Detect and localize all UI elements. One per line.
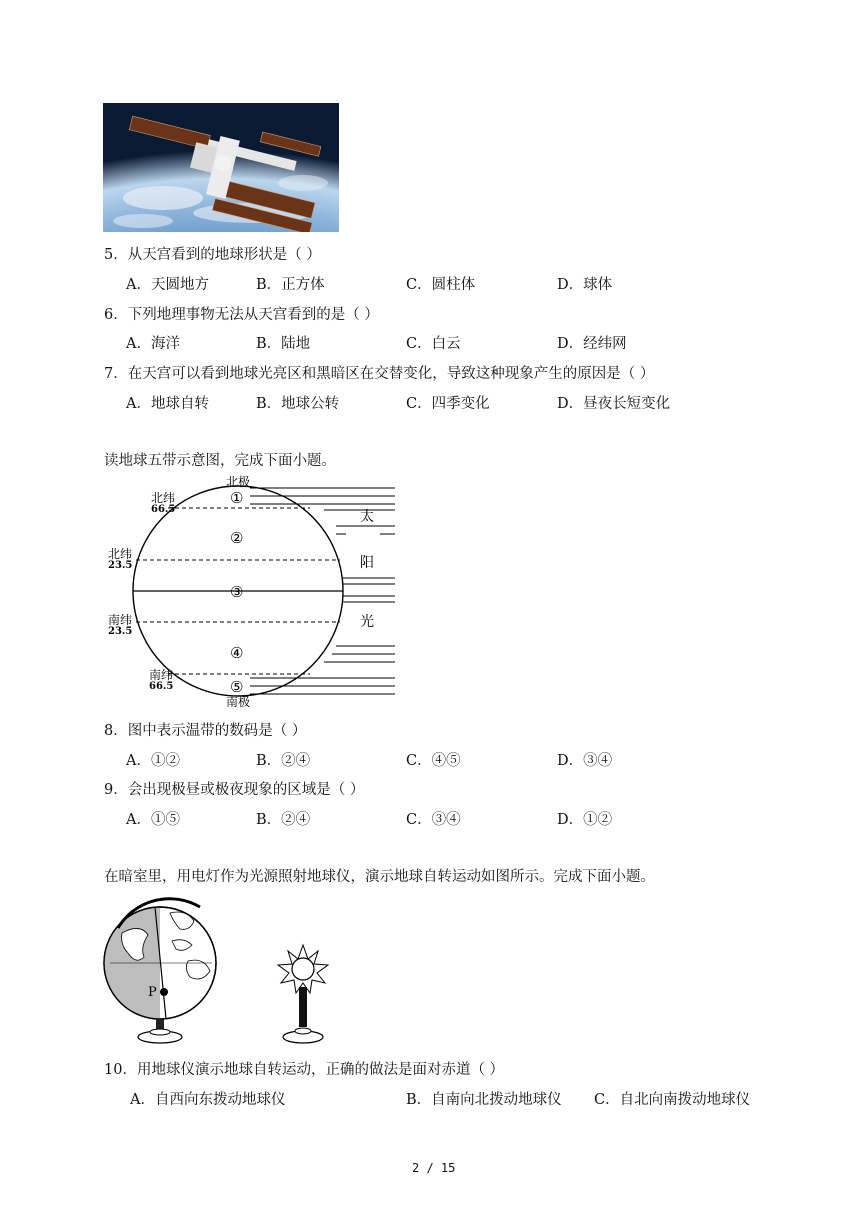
lat-label-n23-name: 北纬 — [108, 547, 133, 561]
question-9-option-c: C．③④ — [406, 812, 461, 828]
question-5-stem: 5．从天宫看到的地球形状是（ ） — [104, 247, 321, 263]
question-10-option-b: B．自南向北拨动地球仪 — [406, 1092, 562, 1108]
question-8-option-c: C．④⑤ — [406, 753, 461, 769]
zone-1-label: ① — [230, 489, 244, 507]
question-6-option-a: A．海洋 — [126, 336, 180, 352]
page-number: 2 / 15 — [412, 1161, 456, 1175]
sunlight-char-2: 阳 — [360, 555, 374, 571]
intro-five-zones: 读地球五带示意图，完成下面小题。 — [104, 453, 336, 469]
globe-lamp-figure — [100, 893, 340, 1048]
question-7-option-d: D．昼夜长短变化 — [557, 396, 671, 412]
lamp-sun-icon — [278, 945, 328, 993]
question-7-option-b: B．地球公转 — [256, 396, 340, 412]
zone-3-label: ③ — [230, 583, 244, 601]
question-9-stem: 9．会出现极昼或极夜现象的区域是（ ） — [104, 782, 365, 798]
sunlight-char-1: 太 — [360, 509, 374, 525]
question-5-option-b: B．正方体 — [256, 277, 325, 293]
question-8-option-a: A．①② — [126, 753, 180, 769]
question-9-option-a: A．①⑤ — [126, 812, 180, 828]
question-10-option-a: A．自西向东拨动地球仪 — [130, 1092, 286, 1108]
sunlight-char-3: 光 — [360, 614, 374, 630]
intro-globe-demo: 在暗室里，用电灯作为光源照射地球仪，演示地球自转运动如图所示。完成下面小题。 — [104, 869, 655, 885]
five-zones-diagram — [100, 474, 400, 710]
question-5-option-d: D．球体 — [557, 277, 613, 293]
lat-label-s66-name: 南纬 — [149, 668, 174, 682]
space-station-photo — [103, 103, 339, 232]
point-p-marker — [160, 988, 168, 996]
lat-label-n66-name: 北纬 — [151, 491, 176, 505]
south-pole-label: 南极 — [226, 695, 251, 709]
point-p-label: P — [148, 985, 157, 1000]
question-7-stem: 7．在天宫可以看到地球光亮区和黑暗区在交替变化，导致这种现象产生的原因是（ ） — [104, 366, 655, 382]
question-8-option-b: B．②④ — [256, 753, 311, 769]
question-6-option-d: D．经纬网 — [557, 336, 627, 352]
lat-label-s66-value: 66.5 — [149, 681, 174, 692]
zone-2-label: ② — [230, 529, 244, 547]
question-10-option-c: C．自北向南拨动地球仪 — [594, 1092, 751, 1108]
question-8-stem: 8．图中表示温带的数码是（ ） — [104, 723, 307, 739]
question-10-stem: 10．用地球仪演示地球自转运动，正确的做法是面对赤道（ ） — [104, 1062, 505, 1078]
question-9-option-b: B．②④ — [256, 812, 311, 828]
question-8-option-d: D．③④ — [557, 753, 613, 769]
question-7-option-c: C．四季变化 — [406, 396, 490, 412]
question-6-option-c: C．白云 — [406, 336, 461, 352]
lat-label-n66-value: 66.5 — [151, 504, 176, 515]
lat-label-n23-value: 23.5 — [108, 560, 133, 571]
question-5-option-c: C．圆柱体 — [406, 277, 476, 293]
zone-5-label: ⑤ — [230, 678, 244, 696]
north-pole-label: 北极 — [226, 475, 251, 489]
zone-4-label: ④ — [230, 644, 244, 662]
lat-label-s23-name: 南纬 — [108, 613, 133, 627]
question-5-option-a: A．天圆地方 — [126, 277, 209, 293]
question-9-option-d: D．①② — [557, 812, 613, 828]
question-6-stem: 6．下列地理事物无法从天宫看到的是（ ） — [104, 307, 379, 323]
question-7-option-a: A．地球自转 — [126, 396, 209, 412]
lat-label-s23-value: 23.5 — [108, 626, 133, 637]
question-6-option-b: B．陆地 — [256, 336, 311, 352]
